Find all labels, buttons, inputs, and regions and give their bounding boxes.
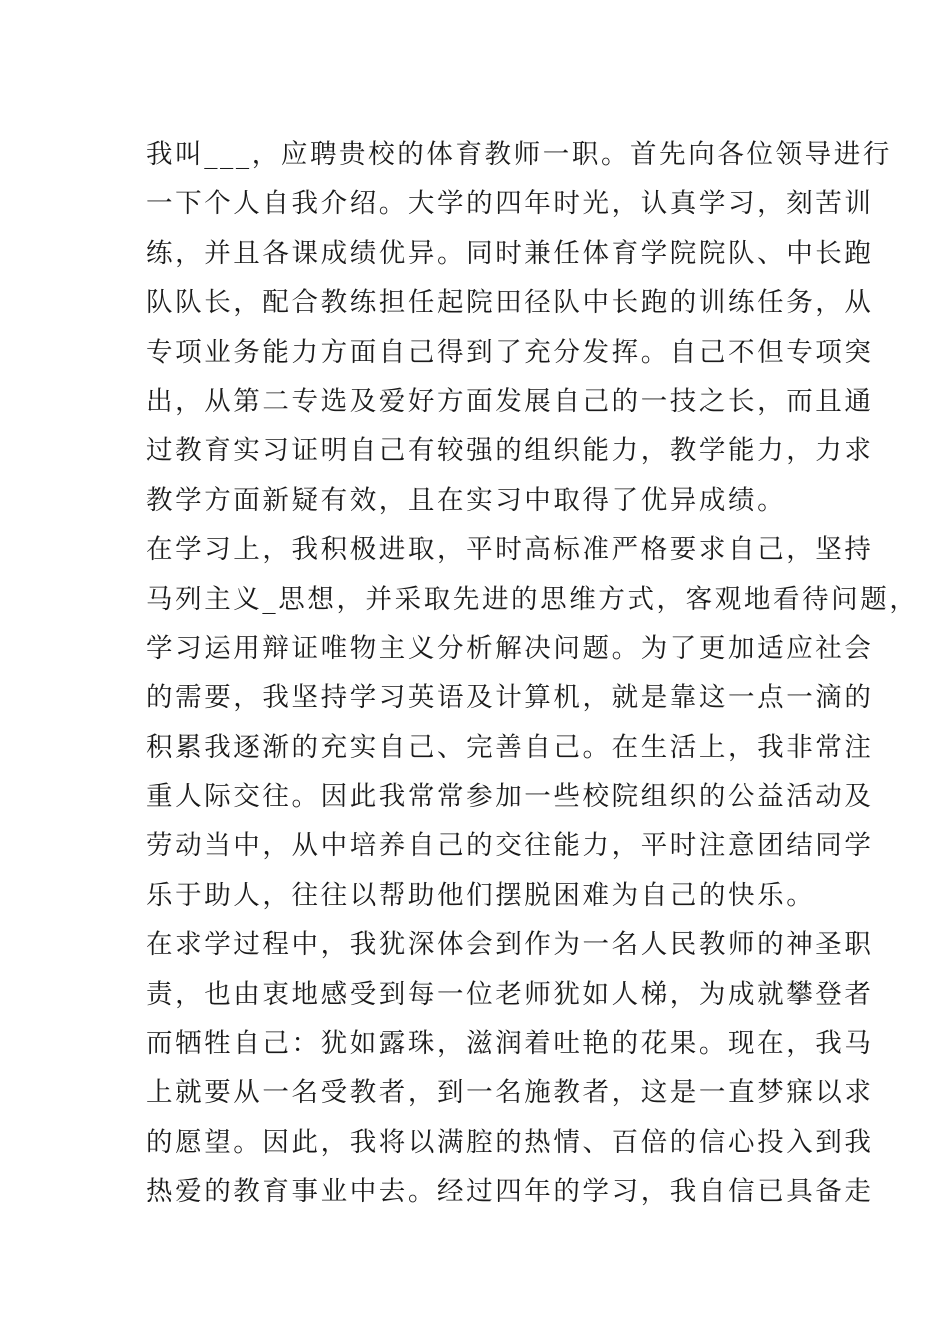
paragraph-2-line-8: 乐于助人，往往以帮助他们摆脱困难为自己的快乐。: [146, 879, 816, 911]
paragraph-1-line-8: 教学方面新疑有效，且在实习中取得了优异成绩。: [146, 484, 787, 516]
paragraph-2-line-5: 积累我逐渐的充实自己、完善自己。在生活上，我非常注: [146, 731, 874, 763]
document-body: [146, 130, 919, 1217]
paragraph-3-line-5: 的愿望。因此，我将以满腔的热情、百倍的信心投入到我: [146, 1126, 874, 1158]
paragraph-3-line-2: 责，也由衷地感受到每一位老师犹如人梯，为成就攀登者: [146, 978, 874, 1010]
paragraph-1-line-3: 练，并且各课成绩优异。同时兼任体育学院院队、中长跑: [146, 237, 874, 269]
paragraph-1-line-5: 专项业务能力方面自己得到了充分发挥。自己不但专项突: [146, 336, 874, 368]
paragraph-1-line-6: 出，从第二专选及爱好方面发展自己的一技之长，而且通: [146, 385, 874, 417]
paragraph-2-line-4: 的需要，我坚持学习英语及计算机，就是靠这一点一滴的: [146, 682, 874, 714]
paragraph-2-line-2: 马列主义_思想，并采取先进的思维方式，客观地看待问题，: [146, 583, 919, 615]
paragraph-1-line-2: 一下个人自我介绍。大学的四年时光，认真学习，刻苦训: [146, 188, 874, 220]
paragraph-1-line-4: 队队长，配合教练担任起院田径队中长跑的训练任务，从: [146, 287, 874, 319]
paragraph-1-line-7: 过教育实习证明自己有较强的组织能力，教学能力，力求: [146, 435, 874, 467]
paragraph-3-line-3: 而牺牲自己：犹如露珠，滋润着吐艳的花果。现在，我马: [146, 1028, 874, 1060]
paragraph-3-line-6: 热爱的教育事业中去。经过四年的学习，我自信已具备走: [146, 1176, 874, 1208]
paragraph-3-line-1: 在求学过程中，我犹深体会到作为一名人民教师的神圣职: [146, 929, 874, 961]
paragraph-2-line-7: 劳动当中，从中培养自己的交往能力，平时注意团结同学: [146, 830, 874, 862]
paragraph-2-line-1: 在学习上，我积极进取，平时高标准严格要求自己，坚持: [146, 534, 874, 566]
paragraph-1-line-1: 我叫___，应聘贵校的体育教师一职。首先向各位领导进行: [146, 139, 892, 170]
paragraph-3-line-4: 上就要从一名受教者，到一名施教者，这是一直梦寐以求: [146, 1077, 874, 1109]
paragraph-2-line-3: 学习运用辩证唯物主义分析解决问题。为了更加适应社会: [146, 632, 874, 664]
paragraph-2-line-6: 重人际交往。因此我常常参加一些校院组织的公益活动及: [146, 781, 874, 813]
